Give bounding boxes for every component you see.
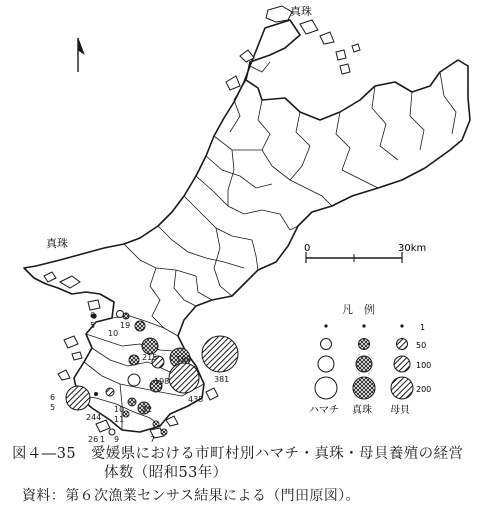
mother-shell-symbol — [66, 386, 90, 410]
value-label: 10 — [114, 405, 125, 414]
scale-bar — [306, 252, 402, 263]
figure-source-note: 資料：第６次漁業センサス結果による（門田原図）。 — [22, 488, 361, 504]
pearl-symbol — [128, 398, 136, 406]
legend-yellowtail-1 — [324, 324, 327, 327]
figure-caption-line2: 体数（昭和53年） — [104, 465, 228, 481]
north-arrow-icon — [78, 38, 84, 72]
islands — [44, 6, 360, 438]
value-label: 26 — [88, 435, 99, 444]
scale-start-label: 0 — [304, 243, 311, 254]
value-label: 19 — [120, 321, 131, 330]
pearl-symbol — [142, 338, 158, 354]
value-label: 381 — [214, 375, 230, 384]
value-label: 9 — [114, 435, 120, 444]
legend-size-label: 50 — [416, 341, 427, 350]
pearl-symbol — [135, 321, 145, 331]
value-label: 6 — [50, 393, 56, 402]
legend-size-label: 1 — [420, 323, 426, 332]
legend-yellowtail-50 — [321, 339, 332, 350]
legend — [309, 302, 431, 416]
legend-yellowtail-100 — [318, 356, 334, 372]
value-label: 5 — [90, 321, 96, 330]
mother-shell-symbol — [202, 336, 238, 372]
legend-title: 凡 例 — [342, 303, 375, 316]
scale-end-label: 30km — [398, 243, 427, 254]
pearl-dot — [95, 393, 98, 396]
mother-shell-symbol — [169, 363, 199, 393]
legend-category-mother-shell: 母貝 — [390, 405, 410, 416]
legend-mother-200 — [391, 377, 413, 399]
legend-mother-100 — [394, 356, 410, 372]
legend-size-label: 200 — [416, 385, 432, 394]
value-label: 438 — [188, 395, 204, 404]
pearl-symbol — [129, 355, 139, 365]
value-label: 22 — [142, 405, 153, 414]
value-label: 5 — [50, 403, 56, 412]
mother-shell-symbol — [106, 388, 114, 396]
place-label-pearl-north: 真珠 — [290, 5, 312, 18]
value-label: 215 — [142, 353, 158, 362]
legend-pearl-50 — [359, 339, 370, 350]
legend-size-label: 100 — [416, 361, 432, 370]
yellowtail-symbol — [128, 374, 140, 386]
pearl-symbol — [153, 421, 159, 427]
legend-category-pearl: 真珠 — [352, 405, 372, 416]
pearl-symbol — [123, 313, 129, 319]
value-label: 10 — [108, 329, 119, 338]
legend-mother-50 — [397, 339, 408, 350]
value-label: 198 — [154, 377, 170, 386]
value-label: 188 — [176, 355, 192, 364]
value-label: 244 — [86, 413, 102, 422]
place-label-pearl-west: 真珠 — [46, 237, 68, 250]
legend-pearl-1 — [362, 324, 365, 327]
pearl-symbol — [161, 429, 167, 435]
legend-yellowtail-200 — [315, 377, 337, 399]
value-label: 1 — [100, 435, 106, 444]
legend-mother-1 — [400, 324, 403, 327]
yellowtail-symbol — [117, 311, 124, 318]
legend-pearl-200 — [353, 377, 375, 399]
legend-category-yellowtail: ハマチ — [309, 405, 339, 416]
value-label: 11 — [114, 415, 125, 424]
legend-pearl-100 — [356, 356, 372, 372]
value-label: 7 — [150, 435, 156, 444]
figure-caption-line1: 図４―35 愛媛県における市町村別ハマチ・真珠・母貝養殖の経営 — [12, 446, 464, 462]
value-label: 6 — [90, 311, 96, 320]
